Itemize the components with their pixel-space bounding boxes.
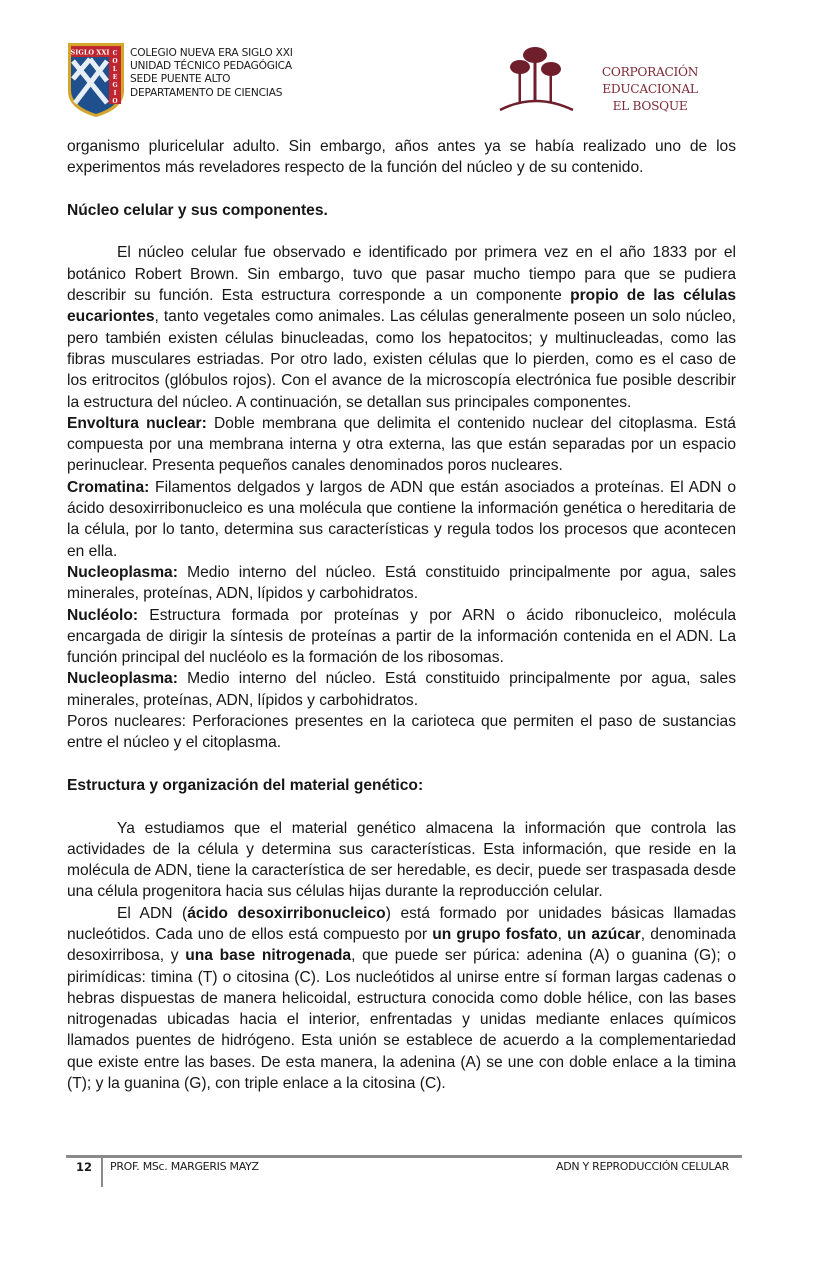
bold-span: un grupo fosfato — [432, 925, 558, 943]
text-span: , denominada desoxirribosa, y — [67, 925, 737, 965]
svg-text:O: O — [112, 98, 118, 105]
footer-author: PROF. MSc. MARGERIS MAYZ — [110, 1160, 259, 1173]
definition-text: Filamentos delgados y largos de ADN que están asociados a proteínas. El ADN o ácido desoxirribonucleico es una molécula que contiene la información genética o hereditaria de la célula, por lo tanto, determina sus características y regula todos los procesos que acontecen en ella. — [67, 478, 736, 560]
definition-envoltura — [67, 413, 736, 477]
footer-divider — [66, 1155, 742, 1158]
footer-vertical-divider — [101, 1155, 103, 1187]
corporation-line: CORPORACIÓN EDUCACIONAL — [601, 65, 699, 96]
definition-term: Nucleoplasma: — [67, 563, 178, 581]
svg-text:C: C — [112, 50, 118, 57]
text-span: , — [557, 925, 568, 943]
page-number: 12 — [76, 1160, 93, 1174]
definition-text: Medio interno del núcleo. Está constituido principalmente por agua, sales minerales, proteínas, ADN, lípidos y carbohidratos. — [67, 670, 736, 709]
school-line: SEDE PUENTE ALTO — [130, 73, 231, 86]
definition-term: Nucléolo: — [67, 606, 139, 624]
bold-span: ácido desoxirribonucleico — [187, 904, 386, 922]
text-span: , tanto vegetales como animales. Las células generalmente poseen un solo núcleo, pero también existen células binucleadas, como los hepatocitos; y multinucleadas, como las fibras musculares estriadas. Por otro lado, existen células que lo pierden, como es el caso de los eritrocitos (glóbulos rojos). Con el avance de la microscopía electrónica fue posible describir la estructura del núcleo. A continuación, se detallan sus principales componentes. — [67, 308, 736, 411]
bold-span: un azúcar — [567, 925, 641, 943]
svg-text:E: E — [112, 74, 118, 81]
bold-span: una base nitrogenada — [185, 947, 352, 965]
definition-text: Doble membrana que delimita el contenido nuclear del citoplasma. Está compuesta por una membrana interna y otra externa, las que están separadas por un espacio perinuclear. Presenta pequeños canales denominados poros nucleares. — [67, 414, 736, 475]
definition-nucleoplasma-repeat — [67, 668, 736, 711]
svg-text:L: L — [112, 66, 118, 73]
definition-nucleolo — [67, 605, 736, 669]
svg-text:SIGLO XXI: SIGLO XXI — [70, 48, 110, 57]
document-body — [67, 136, 736, 1094]
intro-paragraph: organismo pluricelular adulto. Sin embargo, años antes ya se había realizado uno de los experimentos más reveladores respecto de la función del núcleo y de su contenido. — [67, 138, 736, 177]
definition-term: Envoltura nuclear: — [67, 414, 207, 432]
svg-text:O: O — [112, 58, 118, 65]
school-header — [66, 41, 293, 119]
school-line: DEPARTAMENTO DE CIENCIAS — [130, 86, 283, 99]
svg-text:G: G — [112, 82, 118, 89]
text-span: ) está formado por unidades básicas llamadas nucleótidos. Cada uno de ellos está compuesto por — [67, 904, 736, 943]
school-shield-logo-icon — [66, 41, 126, 119]
footer-unit-title: ADN Y REPRODUCCIÓN CELULAR — [556, 1160, 729, 1173]
corporation-line: EL BOSQUE — [612, 99, 688, 113]
section-heading-nucleus: Núcleo celular y sus componentes. — [67, 201, 328, 219]
school-name-block — [130, 47, 293, 100]
nucleus-paragraph — [67, 242, 736, 412]
text-span: , que puede ser púrica: adenina (A) o guanina (G); o pirimídicas: timina (T) o citosina (C). Los nucleótidos al unirse entre sí forman largas cadenas o hebras dispuestas de manera helicoidal, estructura conocida como doble hélice, con las bases nitrogenadas ubicadas hacia el interior, enfrentadas y unidas mediante enlaces químicos llamados puentes de hidrógeno. Esta unión se establece de acuerdo a la complementariedad que existe entre las bases. De esta manera, la adenina (A) se une con doble enlace a la timina (T); y la guanina (G), con triple enlace a la citosina (C). — [67, 947, 737, 1093]
definition-text: Estructura formada por proteínas y por ARN o ácido ribonucleico, molécula encargada de dirigir la síntesis de proteínas a partir de la información contenida en el ADN. La función principal del nucléolo es la formación de los ribosomas. — [67, 606, 736, 667]
definition-cromatina — [67, 477, 736, 562]
genetic-paragraph-2 — [67, 903, 736, 1095]
school-line: UNIDAD TÉCNICO PEDAGÓGICA — [130, 60, 292, 73]
corporation-name — [565, 64, 735, 115]
text-span: El ADN ( — [117, 904, 188, 922]
text-span: El núcleo celular fue observado e identificado por primera vez en el año 1833 por el botánico Robert Brown. Sin embargo, tuvo que pasar mucho tiempo para que se pudiera describir su función. Esta estructura corresponde a un componente — [67, 244, 736, 305]
svg-text:I: I — [113, 90, 117, 97]
section-heading-genetic-material: Estructura y organización del material genético: — [67, 776, 424, 794]
definition-term: Cromatina: — [67, 478, 150, 496]
definition-nucleoplasma — [67, 562, 736, 605]
school-line: COLEGIO NUEVA ERA SIGLO XXI — [130, 47, 293, 59]
definition-text: Medio interno del núcleo. Está constituido principalmente por agua, sales minerales, proteínas, ADN, lípidos y carbohidratos. — [67, 563, 736, 603]
definition-term: Nucleoplasma: — [67, 670, 178, 688]
bold-span: propio de las células eucariontes — [67, 287, 736, 326]
corporation-header — [495, 40, 735, 120]
genetic-paragraph-1: Ya estudiamos que el material genético almacena la información que controla las actividades de la célula y determina sus características. Esta información, que reside en la molécula de ADN, tiene la característica de ser heredable, es decir, puede ser traspasada desde una célula progenitora hacia sus células hijas durante la reproducción celular. — [67, 819, 736, 901]
definition-poros: Poros nucleares: Perforaciones presentes en la carioteca que permiten el paso de sustancias entre el núcleo y el citoplasma. — [67, 713, 736, 752]
trees-logo-icon — [495, 40, 575, 112]
